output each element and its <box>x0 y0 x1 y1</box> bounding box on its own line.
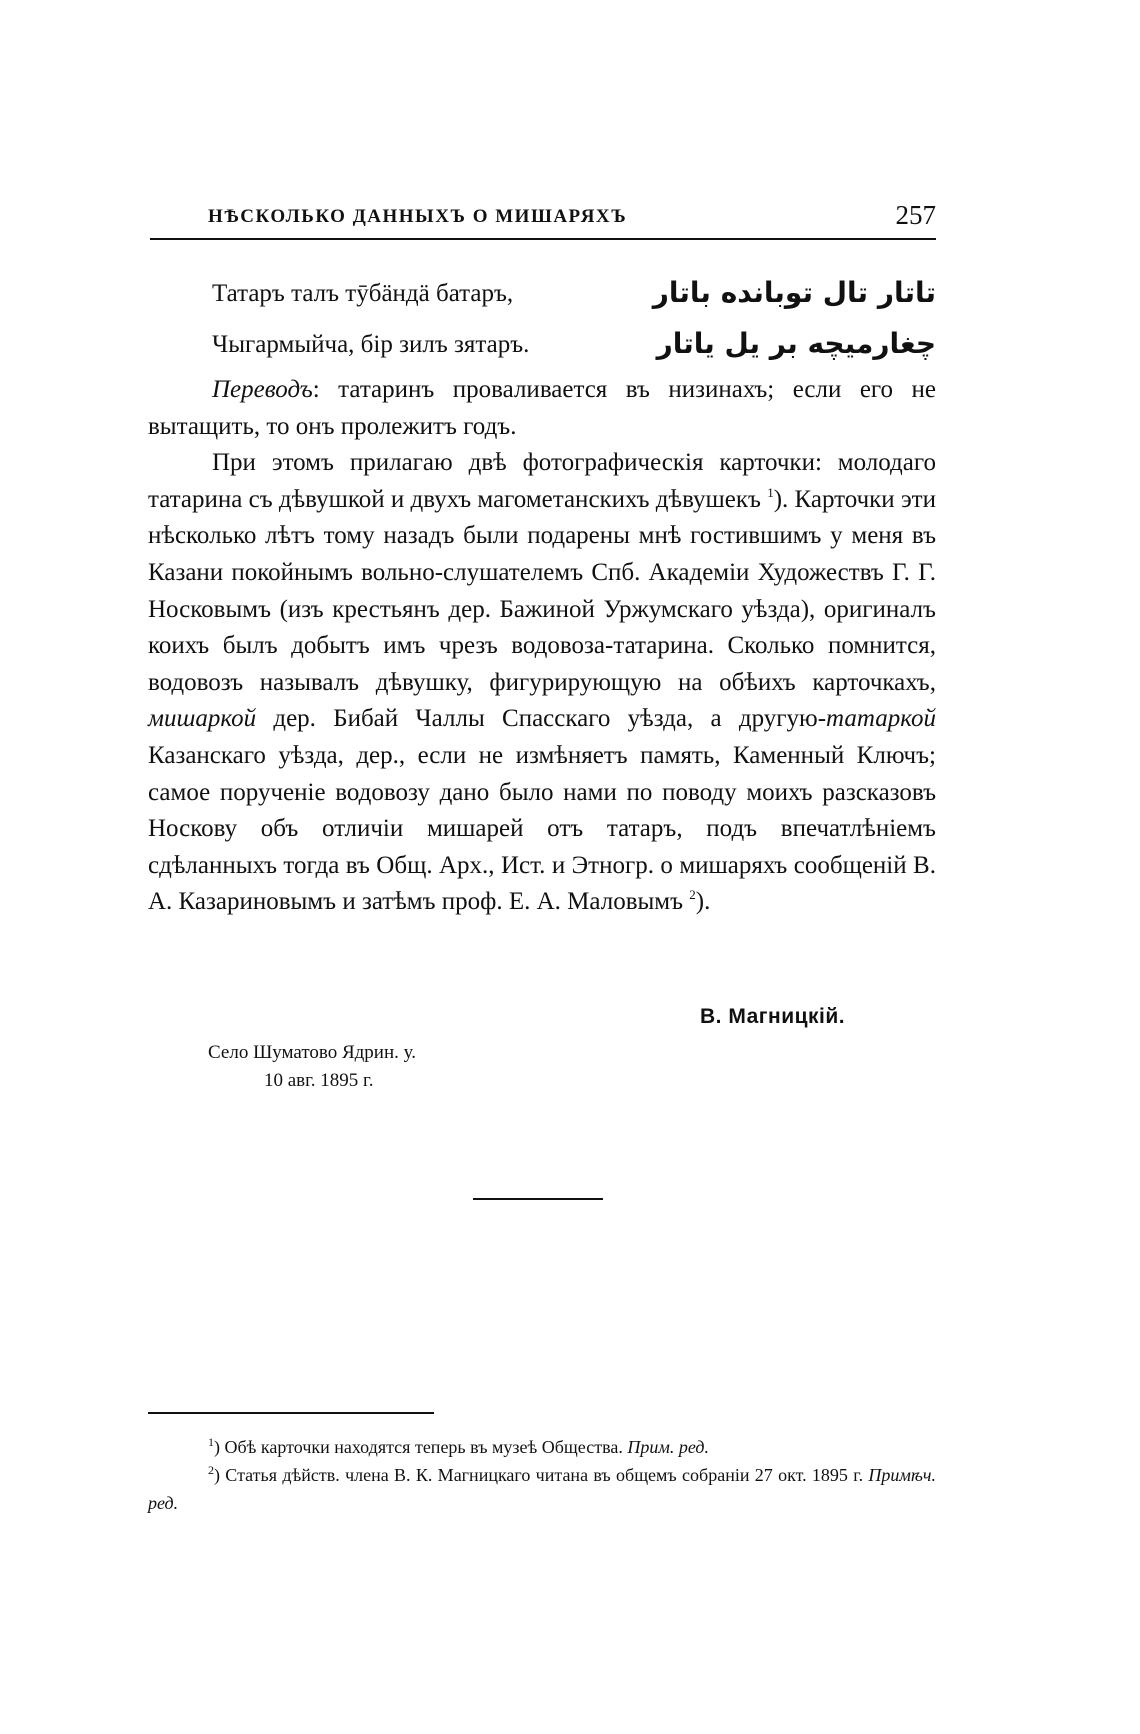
footnote-ref-1: 1 <box>767 484 774 500</box>
page-header <box>150 200 936 234</box>
translation-label: Переводъ <box>212 376 313 403</box>
footnote-note-2: Примѣч. ред. <box>148 1465 936 1513</box>
footnote-mark-2: 2 <box>208 1463 214 1477</box>
verse-line-2: Чыгармыйча, бір зилъ зятаръ. <box>212 331 530 358</box>
translation-text: : татаринъ проваливается въ низинахъ; если его не вытащить, то онъ пролежитъ годъ. <box>148 376 936 440</box>
body-paragraph <box>148 445 936 921</box>
emphasis-misharka: мишаркой <box>148 705 257 733</box>
paragraph-text-2: ). Карточки эти нѣсколько лѣтъ тому назадъ были подарены мнѣ гостившимъ у меня въ Казани покойнымъ вольно-слушателемъ Спб. Академіи Художествъ Г. Г. Носковымъ (изъ крестьянъ дер. Бажиной Уржумскаго уѣзда), оригиналъ коихъ былъ добытъ имъ чрезъ водовоза-татарина. Сколько помнится, водовозъ называлъ дѣвушку, фигурирующую на обѣихъ карточкахъ, <box>148 485 936 696</box>
translation-paragraph <box>148 372 936 445</box>
paragraph-text-5: ). <box>695 888 711 916</box>
verse-arabic-1: تاتار تال توبانده باتار <box>652 276 936 309</box>
footnote-mark-1: 1 <box>208 1435 214 1449</box>
main-text <box>148 372 936 921</box>
footnote-note-1: Прим. ред. <box>627 1437 709 1457</box>
footnote-rule <box>148 1412 434 1414</box>
emphasis-tatarka: татаркой <box>826 705 936 733</box>
date-line: 10 авг. 1895 г. <box>264 1070 374 1091</box>
footnote-text-2: ) Статья дѣйств. члена В. К. Магницкаго читана въ общемъ собраніи 27 окт. 1895 г. <box>214 1465 869 1485</box>
footnote-1 <box>148 1433 936 1461</box>
author-signature: В. Магницкій. <box>700 1005 846 1028</box>
running-title: НѢСКОЛЬКО ДАННЫХЪ О МИШАРЯХЪ <box>208 206 628 227</box>
footnotes <box>148 1433 936 1517</box>
section-divider <box>473 1198 603 1200</box>
verse-arabic-2: چغارمیچه بر یل یاتار <box>656 327 936 360</box>
header-rule <box>150 238 936 240</box>
page-number: 257 <box>895 200 936 230</box>
paragraph-text-3: дер. Бибай Чаллы Спасскаго уѣзда, а другую- <box>256 705 827 733</box>
footnote-2 <box>148 1461 936 1517</box>
paragraph-text-4: Казанскаго уѣзда, дер., если не измѣняетъ память, Каменный Ключъ; самое порученіе водовозу дано было нами по поводу моихъ разсказовъ Носкову объ отличіи мишарей отъ татаръ, подъ впечатлѣніемъ сдѣланныхъ тогда въ Общ. Арх., Ист. и Этногр. о мишаряхъ сообщеній В. А. Казариновымъ и затѣмъ проф. Е. А. Маловымъ <box>148 741 936 916</box>
place-date <box>208 1039 416 1095</box>
place-line: Село Шуматово Ядрин. у. <box>208 1042 416 1063</box>
footnote-ref-2: 2 <box>689 887 696 903</box>
paragraph-text-1: При этомъ прилагаю двѣ фотографическія карточки: молодаго татарина съ дѣвушкой и двухъ магометанскихъ дѣвушекъ <box>148 449 936 513</box>
verse-line-1: Татаръ талъ тӯбӓндӓ батаръ, <box>212 280 514 307</box>
footnote-text-1: ) Обѣ карточки находятся теперь въ музеѣ Общества. <box>214 1437 628 1457</box>
